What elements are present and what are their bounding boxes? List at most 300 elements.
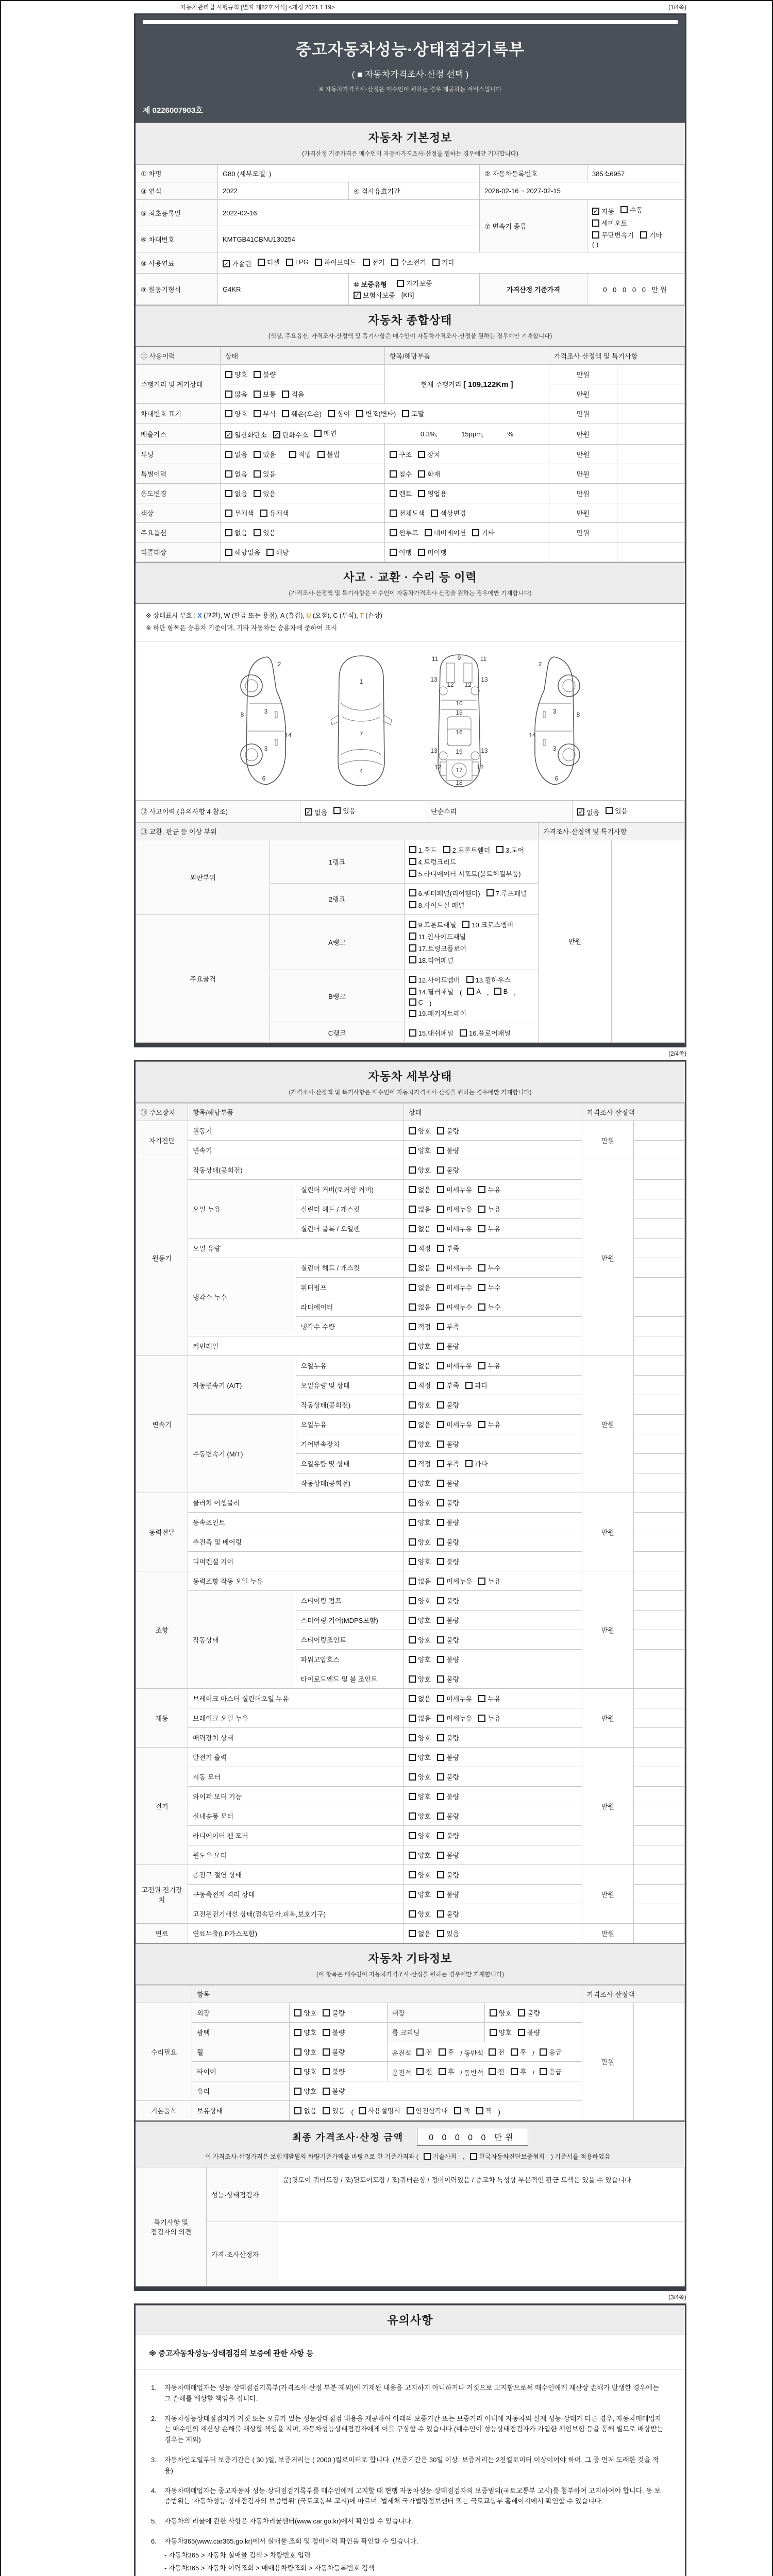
checkbox-option[interactable] bbox=[437, 1909, 459, 1919]
checkbox-box[interactable] bbox=[409, 1734, 416, 1741]
checkbox-box[interactable] bbox=[478, 1421, 485, 1428]
checkbox-option[interactable] bbox=[437, 1498, 459, 1507]
checkbox-box[interactable] bbox=[323, 2068, 330, 2075]
checkbox-option[interactable] bbox=[437, 1263, 472, 1273]
checkbox-option[interactable] bbox=[359, 2106, 400, 2115]
checkbox-option[interactable] bbox=[476, 2106, 492, 2115]
checkbox-box[interactable] bbox=[409, 1303, 416, 1311]
checkbox-box[interactable] bbox=[437, 1343, 444, 1350]
checkbox-option[interactable] bbox=[409, 1517, 431, 1527]
checkbox-option[interactable] bbox=[437, 1126, 459, 1136]
checkbox-box[interactable] bbox=[462, 921, 469, 928]
checkbox-box[interactable] bbox=[437, 1617, 444, 1624]
checkbox-option[interactable] bbox=[437, 1831, 459, 1840]
checkbox-box[interactable] bbox=[254, 391, 261, 398]
checkbox-box[interactable] bbox=[489, 2048, 496, 2056]
checkbox-box[interactable] bbox=[416, 2048, 424, 2056]
checkbox-box[interactable] bbox=[437, 1382, 444, 1389]
checkbox-box[interactable] bbox=[486, 889, 494, 896]
checkbox-option[interactable] bbox=[254, 449, 276, 459]
checkbox-option[interactable] bbox=[437, 1654, 459, 1664]
checkbox-option[interactable] bbox=[409, 975, 460, 985]
checkbox-box[interactable] bbox=[409, 1597, 416, 1604]
checkbox-option[interactable] bbox=[409, 900, 465, 910]
checkbox-option[interactable] bbox=[437, 1752, 459, 1762]
checkbox-option[interactable] bbox=[437, 1419, 472, 1429]
checkbox-option[interactable] bbox=[409, 1635, 431, 1645]
checkbox-option[interactable] bbox=[425, 528, 466, 537]
checkbox-box[interactable] bbox=[409, 1578, 416, 1585]
checkbox-option[interactable] bbox=[437, 1321, 459, 1331]
checkbox-option[interactable] bbox=[409, 1713, 431, 1723]
checkbox-box[interactable] bbox=[409, 1421, 416, 1428]
checkbox-box[interactable] bbox=[254, 529, 261, 536]
checkbox-box[interactable] bbox=[478, 1206, 485, 1213]
checkbox-option[interactable] bbox=[409, 1419, 431, 1429]
checkbox-option[interactable] bbox=[409, 1928, 431, 1938]
checkbox-box[interactable] bbox=[437, 1206, 444, 1213]
checkbox-box[interactable] bbox=[397, 280, 404, 287]
checkbox-box[interactable] bbox=[437, 1264, 444, 1272]
checkbox-box[interactable] bbox=[437, 1930, 444, 1937]
checkbox-box[interactable] bbox=[437, 1656, 444, 1663]
checkbox-option[interactable] bbox=[437, 1282, 472, 1292]
checkbox-box[interactable] bbox=[282, 391, 289, 398]
checkbox-box[interactable] bbox=[437, 1303, 444, 1311]
checkbox-box[interactable] bbox=[225, 549, 232, 556]
checkbox-box[interactable] bbox=[437, 1460, 444, 1467]
checkbox-option[interactable] bbox=[409, 1243, 431, 1253]
checkbox-box[interactable] bbox=[478, 1186, 485, 1193]
checkbox-box[interactable] bbox=[409, 1206, 416, 1213]
checkbox-option[interactable] bbox=[437, 1361, 472, 1370]
checkbox-box[interactable] bbox=[225, 510, 232, 517]
checkbox-option[interactable] bbox=[409, 998, 423, 1006]
checkbox-box[interactable] bbox=[437, 1597, 444, 1604]
checkbox-box[interactable] bbox=[437, 1147, 444, 1154]
checkbox-option[interactable] bbox=[437, 1380, 459, 1390]
checkbox-box[interactable] bbox=[437, 1538, 444, 1546]
checkbox-box[interactable] bbox=[437, 1812, 444, 1820]
checkbox-box[interactable] bbox=[409, 1480, 416, 1487]
checkbox-option[interactable] bbox=[294, 2106, 316, 2115]
checkbox-option[interactable] bbox=[409, 1831, 431, 1840]
checkbox-option[interactable] bbox=[323, 2086, 345, 2096]
checkbox-box[interactable] bbox=[418, 490, 425, 497]
checkbox-option[interactable] bbox=[439, 2066, 455, 2076]
checkbox-option[interactable] bbox=[409, 1302, 431, 1312]
checkbox-box[interactable] bbox=[494, 988, 501, 995]
checkbox-option[interactable] bbox=[496, 845, 524, 855]
checkbox-option[interactable] bbox=[409, 1850, 431, 1860]
checkbox-box[interactable] bbox=[478, 1284, 485, 1291]
checkbox-option[interactable] bbox=[437, 1850, 459, 1860]
checkbox-box[interactable] bbox=[478, 1362, 485, 1369]
checkbox-option[interactable] bbox=[418, 449, 440, 459]
checkbox-option[interactable] bbox=[409, 955, 453, 965]
checkbox-box[interactable] bbox=[363, 259, 370, 266]
checkbox-option[interactable] bbox=[409, 1615, 431, 1625]
checkbox-box[interactable] bbox=[478, 1303, 485, 1311]
checkbox-option[interactable] bbox=[437, 1478, 459, 1488]
checkbox-option[interactable] bbox=[390, 547, 412, 557]
checkbox-box[interactable] bbox=[294, 2068, 301, 2075]
checkbox-option[interactable] bbox=[437, 1811, 459, 1821]
checkbox-box[interactable] bbox=[437, 1558, 444, 1565]
checkbox-box[interactable] bbox=[409, 1910, 416, 1918]
checkbox-box[interactable] bbox=[460, 1029, 467, 1037]
checkbox-box[interactable] bbox=[390, 470, 397, 478]
checkbox-option[interactable] bbox=[486, 888, 527, 898]
checkbox-option[interactable] bbox=[466, 975, 511, 985]
checkbox-option[interactable] bbox=[409, 1733, 431, 1742]
checkbox-option[interactable] bbox=[294, 2066, 316, 2076]
checkbox-option[interactable] bbox=[273, 430, 308, 439]
checkbox-option[interactable] bbox=[478, 1302, 500, 1312]
checkbox-box[interactable] bbox=[439, 2048, 446, 2056]
checkbox-option[interactable] bbox=[286, 258, 309, 266]
checkbox-option[interactable] bbox=[592, 206, 614, 216]
checkbox-option[interactable] bbox=[254, 469, 276, 479]
checkbox-option[interactable] bbox=[478, 1282, 500, 1292]
checkbox-box[interactable] bbox=[409, 1773, 416, 1781]
checkbox-option[interactable] bbox=[409, 1008, 466, 1018]
checkbox-box[interactable] bbox=[390, 451, 397, 458]
checkbox-option[interactable] bbox=[462, 920, 513, 929]
checkbox-option[interactable] bbox=[489, 2047, 505, 2057]
checkbox-box[interactable] bbox=[472, 529, 479, 536]
checkbox-option[interactable] bbox=[305, 807, 327, 817]
checkbox-box[interactable] bbox=[225, 431, 232, 438]
checkbox-option[interactable] bbox=[390, 528, 418, 537]
checkbox-box[interactable] bbox=[465, 1382, 473, 1389]
checkbox-box[interactable] bbox=[225, 529, 232, 536]
checkbox-option[interactable] bbox=[439, 2047, 455, 2057]
checkbox-box[interactable] bbox=[437, 1166, 444, 1174]
checkbox-option[interactable] bbox=[437, 1928, 459, 1938]
checkbox-option[interactable] bbox=[409, 943, 466, 953]
checkbox-box[interactable] bbox=[409, 1343, 416, 1350]
checkbox-option[interactable] bbox=[437, 1400, 459, 1410]
checkbox-box[interactable] bbox=[328, 410, 335, 417]
checkbox-box[interactable] bbox=[592, 208, 599, 215]
checkbox-box[interactable] bbox=[437, 1636, 444, 1643]
checkbox-option[interactable] bbox=[225, 449, 247, 459]
checkbox-box[interactable] bbox=[402, 410, 409, 417]
checkbox-option[interactable] bbox=[437, 1537, 459, 1547]
checkbox-option[interactable] bbox=[437, 1145, 459, 1155]
checkbox-box[interactable] bbox=[439, 2068, 446, 2075]
checkbox-option[interactable] bbox=[323, 2047, 345, 2057]
checkbox-box[interactable] bbox=[409, 1930, 416, 1937]
checkbox-option[interactable] bbox=[409, 1165, 431, 1175]
checkbox-box[interactable] bbox=[437, 1675, 444, 1683]
checkbox-box[interactable] bbox=[437, 1832, 444, 1839]
checkbox-option[interactable] bbox=[437, 1870, 459, 1879]
checkbox-option[interactable] bbox=[225, 409, 247, 418]
checkbox-box[interactable] bbox=[437, 1401, 444, 1409]
checkbox-option[interactable] bbox=[437, 1341, 459, 1351]
checkbox-option[interactable] bbox=[390, 469, 412, 479]
checkbox-option[interactable] bbox=[363, 257, 385, 267]
checkbox-box[interactable] bbox=[409, 858, 416, 865]
checkbox-box[interactable] bbox=[294, 2088, 301, 2095]
checkbox-option[interactable] bbox=[225, 369, 247, 379]
checkbox-box[interactable] bbox=[409, 1382, 416, 1389]
checkbox-option[interactable] bbox=[437, 1204, 472, 1214]
checkbox-box[interactable] bbox=[577, 808, 584, 816]
checkbox-box[interactable] bbox=[390, 490, 397, 497]
checkbox-box[interactable] bbox=[409, 1284, 416, 1291]
checkbox-box[interactable] bbox=[409, 933, 416, 940]
checkbox-box[interactable] bbox=[317, 451, 325, 458]
checkbox-box[interactable] bbox=[254, 410, 261, 417]
checkbox-option[interactable] bbox=[437, 1713, 472, 1723]
checkbox-option[interactable] bbox=[409, 1145, 431, 1155]
checkbox-option[interactable] bbox=[225, 389, 247, 399]
checkbox-option[interactable] bbox=[620, 205, 643, 214]
checkbox-option[interactable] bbox=[437, 1224, 472, 1233]
checkbox-box[interactable] bbox=[409, 921, 416, 928]
checkbox-box[interactable] bbox=[315, 259, 322, 266]
checkbox-option[interactable] bbox=[416, 2047, 432, 2057]
checkbox-box[interactable] bbox=[409, 1264, 416, 1272]
checkbox-option[interactable] bbox=[409, 1321, 431, 1331]
checkbox-box[interactable] bbox=[418, 470, 425, 478]
checkbox-option[interactable] bbox=[254, 409, 276, 418]
checkbox-option[interactable] bbox=[223, 259, 251, 268]
checkbox-box[interactable] bbox=[496, 846, 503, 853]
checkbox-option[interactable] bbox=[225, 430, 267, 439]
checkbox-box[interactable] bbox=[409, 1852, 416, 1859]
checkbox-box[interactable] bbox=[478, 1578, 485, 1585]
checkbox-option[interactable] bbox=[478, 1263, 500, 1273]
checkbox-option[interactable] bbox=[437, 1302, 472, 1312]
checkbox-option[interactable] bbox=[437, 1165, 459, 1175]
checkbox-option[interactable] bbox=[478, 1576, 500, 1586]
checkbox-option[interactable] bbox=[465, 1459, 488, 1468]
checkbox-option[interactable] bbox=[260, 508, 289, 518]
checkbox-box[interactable] bbox=[407, 2107, 414, 2114]
checkbox-box[interactable] bbox=[476, 2107, 483, 2114]
checkbox-option[interactable] bbox=[540, 2066, 562, 2076]
checkbox-option[interactable] bbox=[478, 1693, 500, 1703]
checkbox-box[interactable] bbox=[225, 490, 232, 497]
checkbox-box[interactable] bbox=[409, 1225, 416, 1232]
checkbox-option[interactable] bbox=[432, 257, 455, 267]
checkbox-option[interactable] bbox=[409, 1752, 431, 1762]
checkbox-option[interactable] bbox=[294, 2008, 316, 2018]
checkbox-box[interactable] bbox=[437, 1323, 444, 1330]
checkbox-option[interactable] bbox=[437, 1556, 459, 1566]
checkbox-option[interactable] bbox=[409, 1224, 431, 1233]
checkbox-box[interactable] bbox=[409, 1832, 416, 1839]
checkbox-box[interactable] bbox=[409, 1675, 416, 1683]
checkbox-option[interactable] bbox=[409, 1459, 431, 1468]
checkbox-option[interactable] bbox=[518, 2008, 540, 2018]
checkbox-option[interactable] bbox=[540, 2047, 562, 2057]
checkbox-box[interactable] bbox=[409, 998, 416, 1006]
checkbox-option[interactable] bbox=[315, 257, 357, 267]
checkbox-box[interactable] bbox=[437, 1225, 444, 1232]
checkbox-option[interactable] bbox=[409, 1556, 431, 1566]
checkbox-box[interactable] bbox=[409, 1010, 416, 1017]
checkbox-box[interactable] bbox=[432, 259, 440, 266]
checkbox-option[interactable] bbox=[437, 1459, 459, 1468]
checkbox-option[interactable] bbox=[282, 389, 304, 399]
checkbox-box[interactable] bbox=[437, 1852, 444, 1859]
checkbox-box[interactable] bbox=[356, 410, 363, 417]
checkbox-option[interactable] bbox=[409, 1537, 431, 1547]
checkbox-box[interactable] bbox=[540, 2048, 547, 2056]
checkbox-option[interactable] bbox=[592, 218, 627, 228]
checkbox-option[interactable] bbox=[437, 1674, 459, 1684]
checkbox-box[interactable] bbox=[254, 490, 261, 497]
checkbox-box[interactable] bbox=[323, 2009, 330, 2016]
checkbox-box[interactable] bbox=[225, 470, 232, 478]
checkbox-option[interactable] bbox=[409, 1341, 431, 1351]
checkbox-box[interactable] bbox=[225, 391, 232, 398]
checkbox-option[interactable] bbox=[356, 409, 396, 418]
checkbox-box[interactable] bbox=[478, 1695, 485, 1702]
checkbox-option[interactable] bbox=[437, 1243, 459, 1253]
checkbox-box[interactable] bbox=[640, 231, 647, 239]
checkbox-option[interactable] bbox=[409, 1126, 431, 1136]
checkbox-box[interactable] bbox=[225, 451, 232, 458]
checkbox-box[interactable] bbox=[409, 1793, 416, 1800]
checkbox-option[interactable] bbox=[317, 449, 340, 459]
checkbox-option[interactable] bbox=[258, 257, 280, 267]
checkbox-box[interactable] bbox=[258, 259, 265, 266]
checkbox-box[interactable] bbox=[260, 510, 267, 517]
checkbox-box[interactable] bbox=[323, 2048, 330, 2056]
checkbox-option[interactable] bbox=[478, 1361, 500, 1370]
checkbox-option[interactable] bbox=[409, 1791, 431, 1801]
checkbox-option[interactable] bbox=[511, 2066, 527, 2076]
checkbox-option[interactable] bbox=[409, 1576, 431, 1586]
checkbox-box[interactable] bbox=[437, 1440, 444, 1448]
checkbox-option[interactable] bbox=[409, 1263, 431, 1273]
checkbox-option[interactable] bbox=[294, 2027, 316, 2037]
checkbox-option[interactable] bbox=[418, 469, 440, 479]
checkbox-box[interactable] bbox=[254, 371, 261, 378]
checkbox-box[interactable] bbox=[323, 2029, 330, 2036]
checkbox-box[interactable] bbox=[425, 529, 432, 536]
checkbox-box[interactable] bbox=[409, 870, 416, 877]
checkbox-box[interactable] bbox=[437, 1910, 444, 1918]
checkbox-box[interactable] bbox=[409, 1538, 416, 1546]
checkbox-box[interactable] bbox=[409, 1323, 416, 1330]
checkbox-option[interactable] bbox=[409, 1870, 431, 1879]
checkbox-option[interactable] bbox=[490, 2008, 512, 2018]
checkbox-option[interactable] bbox=[409, 845, 437, 855]
checkbox-box[interactable] bbox=[418, 451, 425, 458]
checkbox-box[interactable] bbox=[294, 2009, 301, 2016]
checkbox-box[interactable] bbox=[323, 2107, 330, 2114]
checkbox-box[interactable] bbox=[418, 549, 425, 556]
checkbox-box[interactable] bbox=[437, 1734, 444, 1741]
checkbox-box[interactable] bbox=[409, 988, 416, 995]
checkbox-box[interactable] bbox=[437, 1793, 444, 1800]
checkbox-box[interactable] bbox=[409, 1362, 416, 1369]
checkbox-option[interactable] bbox=[314, 428, 337, 438]
checkbox-box[interactable] bbox=[437, 1695, 444, 1702]
checkbox-box[interactable] bbox=[409, 1186, 416, 1193]
checkbox-option[interactable] bbox=[225, 508, 254, 518]
checkbox-box[interactable] bbox=[391, 259, 398, 266]
checkbox-box[interactable] bbox=[254, 470, 261, 478]
checkbox-box[interactable] bbox=[409, 1166, 416, 1174]
checkbox-option[interactable] bbox=[465, 1380, 488, 1390]
checkbox-box[interactable] bbox=[592, 231, 599, 239]
checkbox-option[interactable] bbox=[225, 528, 247, 537]
checkbox-box[interactable] bbox=[437, 1715, 444, 1722]
checkbox-option[interactable] bbox=[409, 987, 453, 996]
checkbox-option[interactable] bbox=[478, 1224, 500, 1233]
checkbox-option[interactable] bbox=[409, 857, 457, 867]
checkbox-box[interactable] bbox=[409, 1519, 416, 1526]
checkbox-option[interactable] bbox=[416, 2066, 432, 2076]
checkbox-box[interactable] bbox=[294, 2107, 301, 2114]
checkbox-box[interactable] bbox=[454, 2107, 461, 2114]
checkbox-option[interactable] bbox=[225, 488, 247, 498]
checkbox-box[interactable] bbox=[592, 219, 599, 227]
checkbox-option[interactable] bbox=[437, 1184, 472, 1194]
checkbox-option[interactable] bbox=[409, 1361, 431, 1370]
checkbox-box[interactable] bbox=[437, 1754, 444, 1761]
checkbox-box[interactable] bbox=[437, 1773, 444, 1781]
checkbox-option[interactable] bbox=[478, 1204, 500, 1214]
checkbox-option[interactable] bbox=[511, 2047, 527, 2057]
checkbox-option[interactable] bbox=[472, 528, 494, 537]
checkbox-box[interactable] bbox=[409, 1499, 416, 1506]
checkbox-option[interactable] bbox=[437, 1733, 459, 1742]
checkbox-option[interactable] bbox=[397, 278, 432, 288]
checkbox-box[interactable] bbox=[409, 1871, 416, 1878]
checkbox-box[interactable] bbox=[606, 807, 613, 814]
checkbox-box[interactable] bbox=[409, 1029, 416, 1037]
checkbox-box[interactable] bbox=[437, 1284, 444, 1291]
checkbox-box[interactable] bbox=[409, 1656, 416, 1663]
checkbox-box[interactable] bbox=[511, 2068, 518, 2075]
checkbox-option[interactable] bbox=[431, 508, 466, 518]
checkbox-option[interactable] bbox=[577, 807, 599, 817]
checkbox-option[interactable] bbox=[592, 230, 634, 240]
checkbox-option[interactable] bbox=[254, 389, 276, 399]
checkbox-option[interactable] bbox=[424, 2152, 457, 2161]
checkbox-option[interactable] bbox=[518, 2027, 540, 2037]
checkbox-option[interactable] bbox=[409, 920, 457, 929]
checkbox-box[interactable] bbox=[437, 1362, 444, 1369]
checkbox-box[interactable] bbox=[409, 1812, 416, 1820]
checkbox-option[interactable] bbox=[437, 1596, 459, 1605]
checkbox-option[interactable] bbox=[333, 806, 356, 816]
checkbox-option[interactable] bbox=[390, 508, 425, 518]
checkbox-box[interactable] bbox=[437, 1578, 444, 1585]
checkbox-box[interactable] bbox=[305, 808, 312, 816]
checkbox-option[interactable] bbox=[323, 2027, 345, 2037]
checkbox-box[interactable] bbox=[437, 1245, 444, 1252]
checkbox-box[interactable] bbox=[478, 1225, 485, 1232]
checkbox-box[interactable] bbox=[409, 1558, 416, 1565]
checkbox-box[interactable] bbox=[294, 2048, 301, 2056]
checkbox-box[interactable] bbox=[478, 1715, 485, 1722]
checkbox-option[interactable] bbox=[225, 469, 247, 479]
checkbox-box[interactable] bbox=[424, 2153, 431, 2160]
checkbox-box[interactable] bbox=[225, 410, 232, 417]
checkbox-option[interactable] bbox=[489, 2066, 505, 2076]
checkbox-option[interactable] bbox=[409, 1184, 431, 1194]
